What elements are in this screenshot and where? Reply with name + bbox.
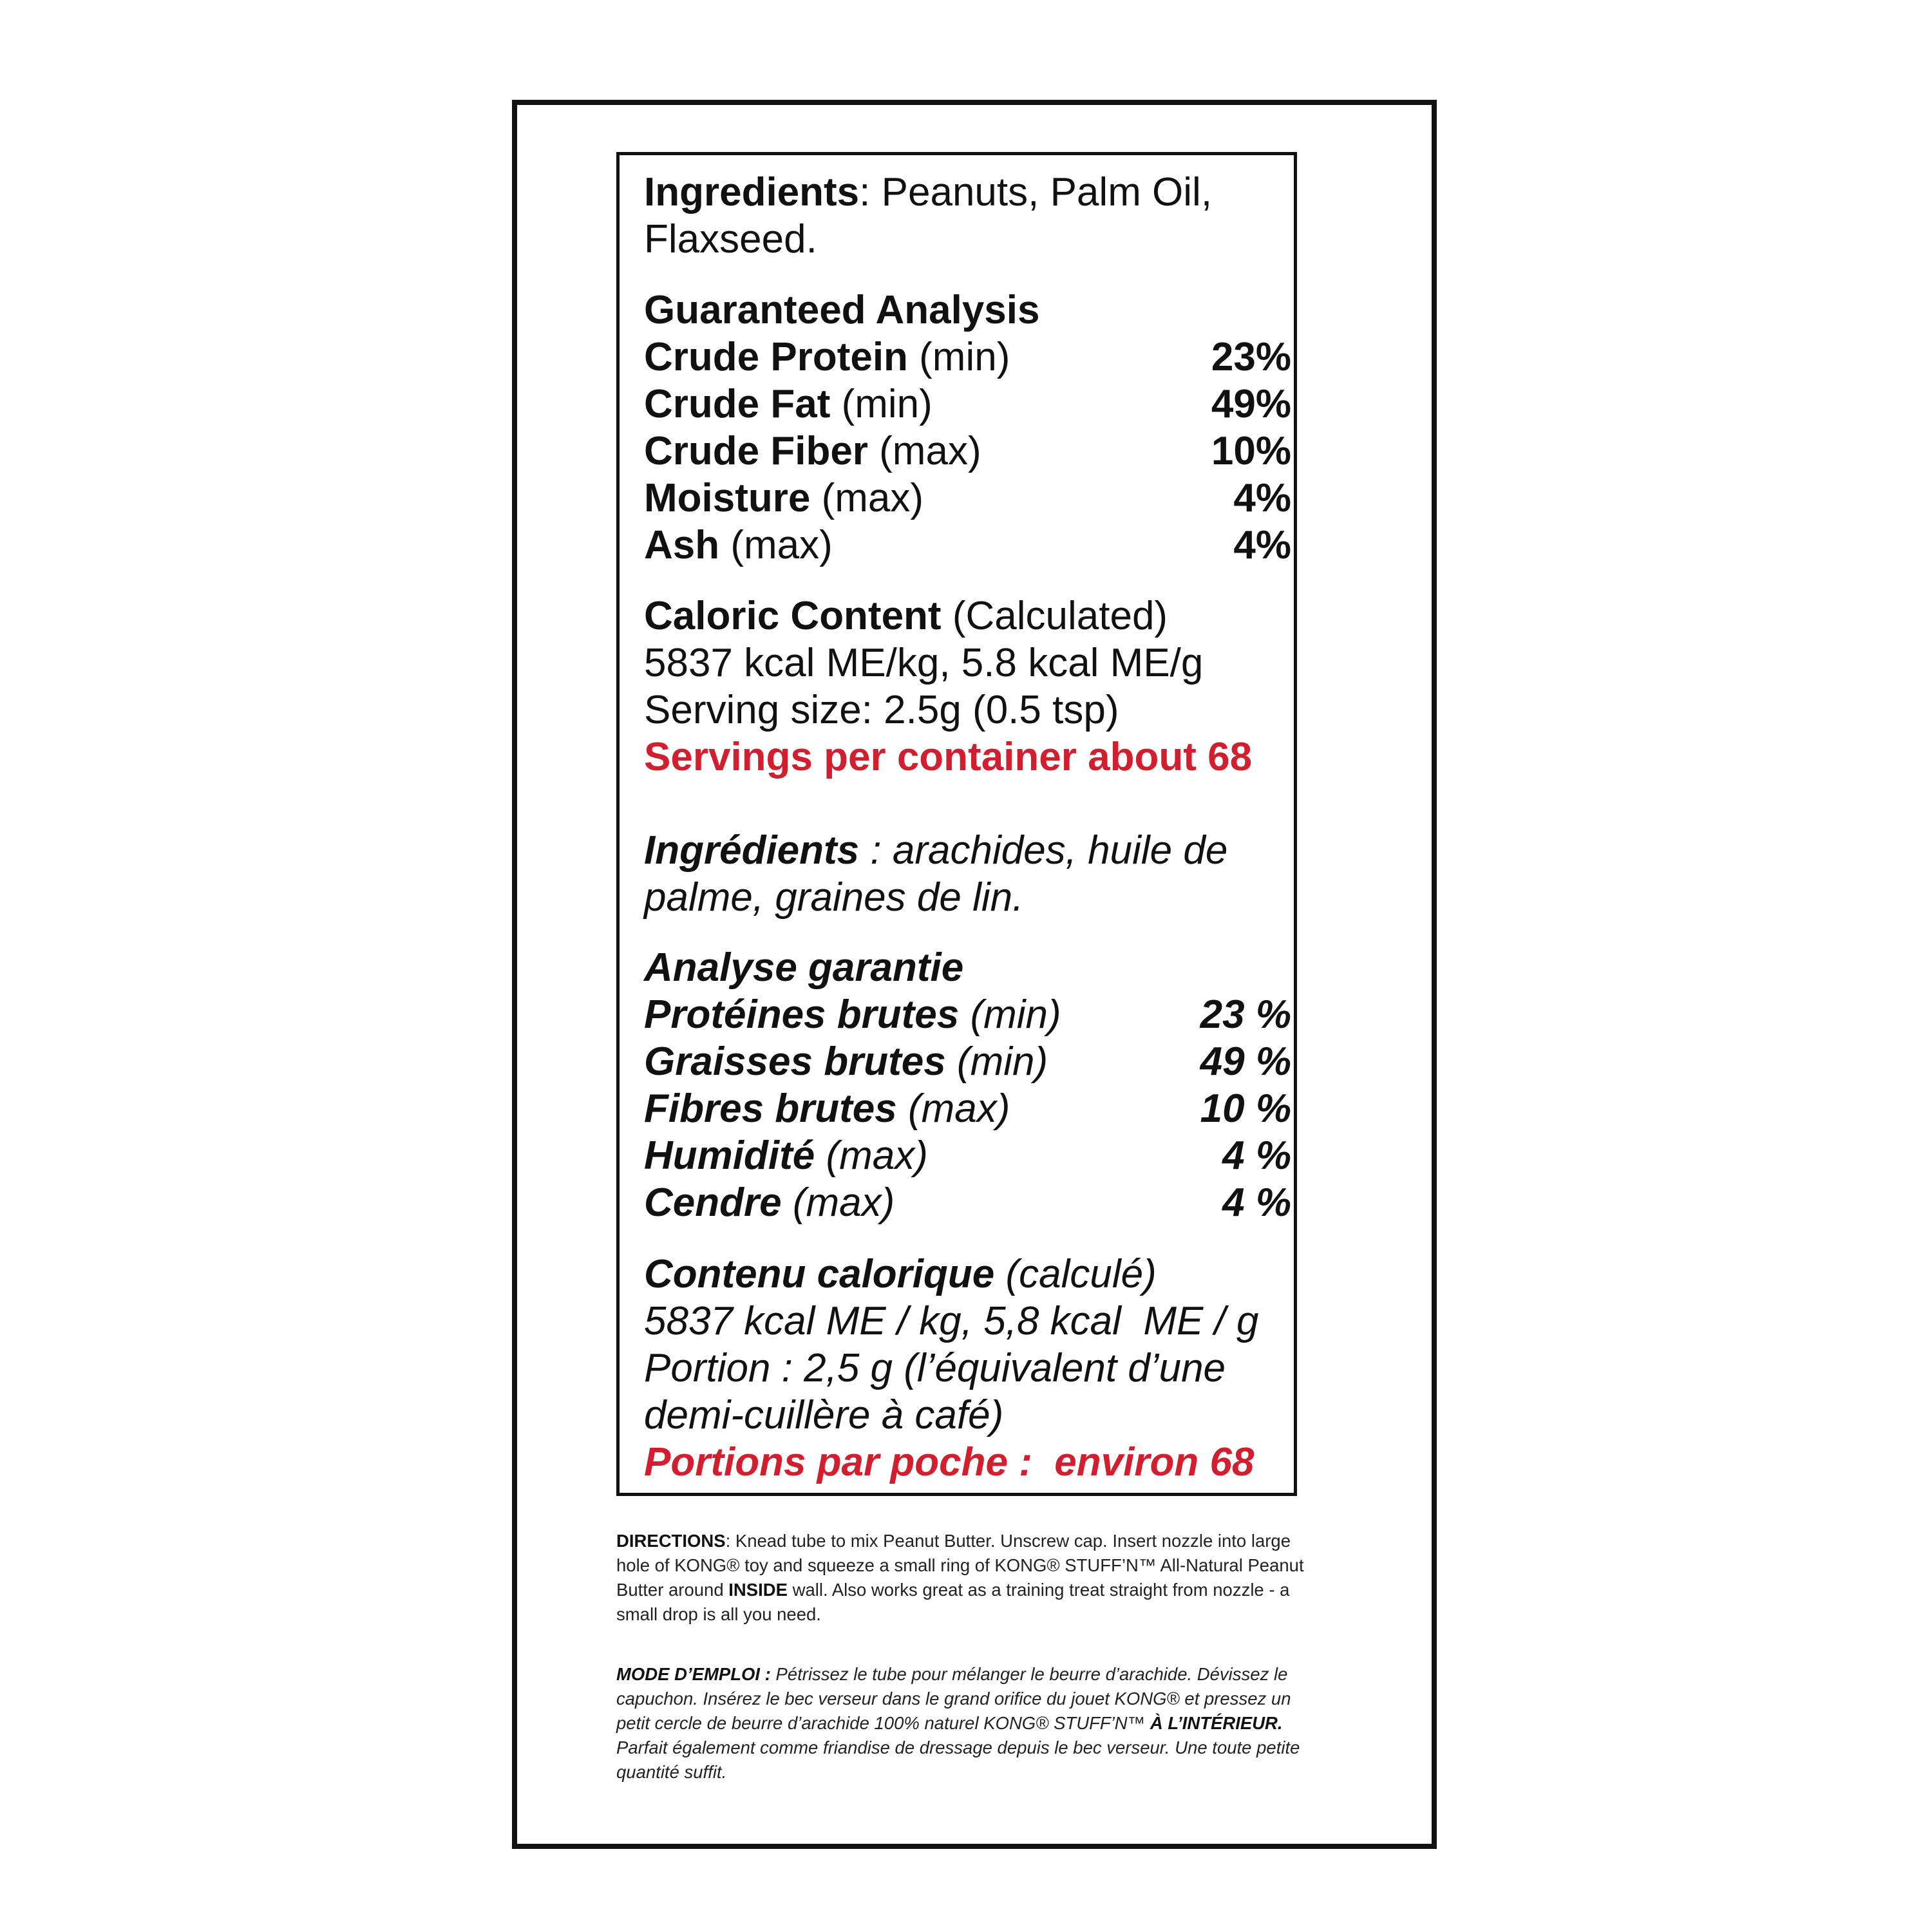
directions-text-end: wall. Also works great as a training treat straight from nozzle - a small drop is all you need. xyxy=(616,1580,1290,1624)
directions-inside-highlight: INSIDE xyxy=(728,1580,788,1600)
mode-emploi-highlight: À L’INTÉRIEUR. xyxy=(1150,1713,1283,1733)
analysis-row-ash xyxy=(644,522,1314,569)
analysis-row-humidite xyxy=(644,1132,1314,1179)
analysis-value: 23 % xyxy=(1200,992,1291,1037)
ingredients-section-fr xyxy=(644,827,1314,921)
analysis-value: 49% xyxy=(1211,382,1291,426)
caloric-energy: 5837 kcal ME/kg, 5.8 kcal ME/g xyxy=(644,641,1204,685)
serving-size: Serving size: 2.5g (0.5 tsp) xyxy=(644,688,1119,732)
directions-en xyxy=(616,1529,1305,1627)
analysis-row-moisture xyxy=(644,475,1314,522)
analysis-name: Fibres brutes xyxy=(644,1086,897,1131)
analysis-qualifier: (max) xyxy=(810,476,924,520)
analysis-row-crude-fiber xyxy=(644,428,1314,475)
ingredients-heading: Ingredients xyxy=(644,170,860,214)
caloric-content-en xyxy=(644,592,1314,781)
ingredients-line-1 xyxy=(644,169,1314,216)
analysis-name: Crude Protein xyxy=(644,335,908,379)
analysis-value: 4 % xyxy=(1222,1180,1291,1225)
analysis-qualifier: (min) xyxy=(830,382,933,426)
directions-heading: DIRECTIONS xyxy=(616,1531,726,1551)
ingredients-line-2: Flaxseed. xyxy=(644,217,817,261)
caloric-fr-qualifier: (calculé) xyxy=(994,1252,1157,1296)
analysis-name: Crude Fiber xyxy=(644,429,868,473)
caloric-heading-line xyxy=(644,592,1314,639)
ingredients-fr-line-1 xyxy=(644,827,1314,874)
servings-per-container: Servings per container about 68 xyxy=(644,735,1253,779)
ingredients-text: : Peanuts, Palm Oil, xyxy=(859,170,1213,214)
analysis-name: Humidité xyxy=(644,1133,815,1178)
analysis-value: 49 % xyxy=(1200,1039,1291,1084)
analysis-name: Moisture xyxy=(644,476,811,520)
ingredients-fr-text: : arachides, huile de xyxy=(859,828,1228,873)
analysis-value: 10% xyxy=(1211,429,1291,473)
analysis-name: Crude Fat xyxy=(644,382,831,426)
caloric-fr-energy: 5837 kcal ME / kg, 5,8 kcal ME / g xyxy=(644,1299,1259,1343)
analysis-row-graisses-brutes xyxy=(644,1038,1314,1085)
analysis-qualifier: (max) xyxy=(781,1180,895,1225)
analysis-qualifier: (min) xyxy=(907,335,1010,379)
ingredients-fr-line-2: palme, graines de lin. xyxy=(644,875,1024,920)
analysis-qualifier: (max) xyxy=(719,523,833,567)
caloric-fr-heading-line xyxy=(644,1251,1314,1298)
analysis-name: Cendre xyxy=(644,1180,782,1225)
analyse-garantie-heading: Analyse garantie xyxy=(644,945,964,990)
analysis-row-proteines-brutes xyxy=(644,991,1314,1038)
caloric-content-fr xyxy=(644,1251,1314,1486)
guaranteed-analysis-fr xyxy=(644,944,1314,1226)
analysis-name: Protéines brutes xyxy=(644,992,960,1037)
analysis-qualifier: (min) xyxy=(945,1039,1048,1084)
portion-line-1: Portion : 2,5 g (l’équivalent d’une xyxy=(644,1346,1226,1390)
caloric-heading: Caloric Content xyxy=(644,594,942,638)
analysis-qualifier: (max) xyxy=(815,1133,928,1178)
analysis-name: Graisses brutes xyxy=(644,1039,946,1084)
analysis-value: 23% xyxy=(1211,335,1291,379)
analysis-name: Ash xyxy=(644,523,720,567)
portion-line-2: demi-cuillère à café) xyxy=(644,1393,1004,1437)
directions-fr xyxy=(616,1662,1305,1785)
analysis-row-crude-fat xyxy=(644,381,1314,428)
analysis-row-fibres-brutes xyxy=(644,1085,1314,1132)
caloric-qualifier: (Calculated) xyxy=(941,594,1168,638)
analysis-value: 10 % xyxy=(1200,1086,1291,1131)
analysis-value: 4% xyxy=(1233,523,1291,567)
analysis-qualifier: (min) xyxy=(959,992,1061,1037)
analysis-value: 4% xyxy=(1233,476,1291,520)
analysis-qualifier: (max) xyxy=(867,429,981,473)
caloric-fr-heading: Contenu calorique xyxy=(644,1252,995,1296)
mode-emploi-text: Pétrissez le tube pour mélanger le beurre d’arachide. Dévissez le capuchon. Insérez le bec verseur dans le grand orifice du jouet KONG® et pressez un petit cercle de beurre d’arachide 100% naturel KONG® STUFF’N™ xyxy=(616,1664,1291,1733)
directions-text: : Knead tube to mix Peanut Butter. Unscrew cap. Insert nozzle into large hole of KONG® toy and squeeze a small ring of KONG® STUFF’N™ All-Natural Peanut Butter around xyxy=(616,1531,1304,1600)
analysis-value: 4 % xyxy=(1222,1133,1291,1178)
ingredients-fr-heading: Ingrédients xyxy=(644,828,860,873)
analysis-row-crude-protein xyxy=(644,334,1314,381)
ingredients-section-en xyxy=(644,169,1314,263)
mode-emploi-heading: MODE D’EMPLOI : xyxy=(616,1664,771,1684)
guaranteed-analysis-heading: Guaranteed Analysis xyxy=(644,288,1040,332)
guaranteed-analysis-en xyxy=(644,287,1314,569)
analysis-qualifier: (max) xyxy=(896,1086,1010,1131)
mode-emploi-text-end: Parfait également comme friandise de dressage depuis le bec verseur. Une toute petite quantité suffit. xyxy=(616,1738,1300,1782)
analysis-row-cendre xyxy=(644,1179,1314,1226)
portions-per-pouch: Portions par poche : environ 68 xyxy=(644,1440,1255,1484)
